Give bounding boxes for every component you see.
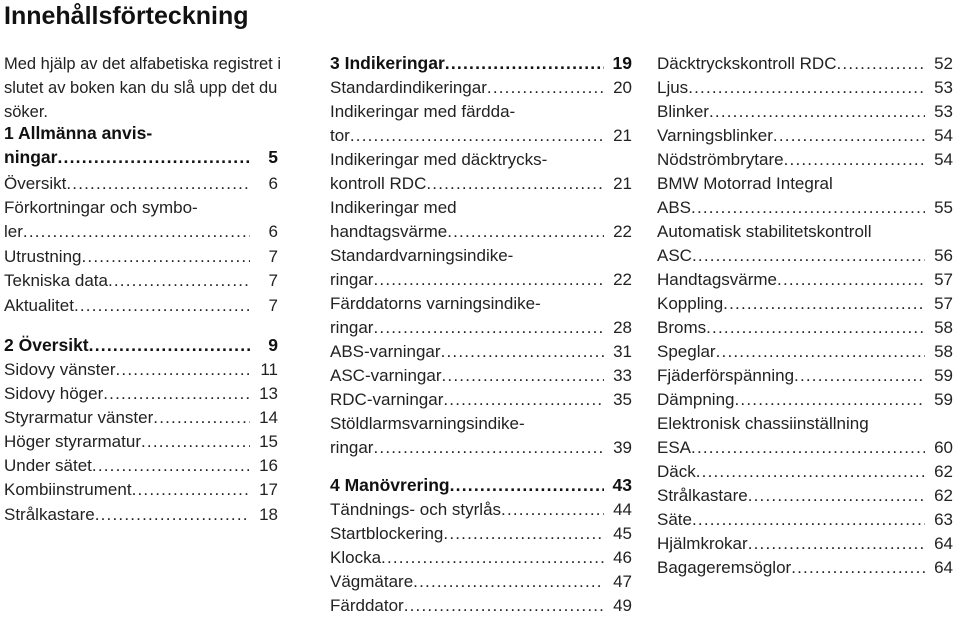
toc-entry[interactable] [330,122,632,146]
toc-chapter-heading[interactable] [4,120,278,144]
toc-entry[interactable] [4,356,278,380]
dot-leader [103,384,250,404]
toc-entry[interactable] [4,218,278,242]
toc-entry-text: Fjäderförspänning [657,366,795,385]
toc-entry[interactable] [657,194,953,218]
toc-entry[interactable] [330,496,632,520]
toc-page-number: 19 [612,53,632,73]
toc-page-number: 64 [934,534,953,553]
dot-leader [696,462,925,482]
dot-leader [709,102,925,122]
toc-entry-text: Färddatorns varningsindike- [330,294,541,313]
dot-leader [784,150,925,170]
toc-entry[interactable] [657,530,953,554]
toc-entry-text: Indikeringar med däcktrycks- [330,150,548,169]
toc-page-number: 18 [259,505,278,524]
toc-entry[interactable] [657,98,953,122]
toc-entry[interactable] [330,362,632,386]
toc-page-number: 14 [259,408,278,427]
dot-leader [23,222,250,242]
toc-entry-text: Däck [657,462,696,481]
toc-entry-text: Vägmätare [330,572,414,591]
toc-entry-text: Aktualitet [4,296,74,315]
toc-page-number: 39 [613,438,632,457]
toc-entry-text: Säte [657,510,692,529]
toc-entry[interactable] [657,506,953,530]
toc-entry-text: Standardvarningsindike- [330,246,514,265]
toc-entry-text: Bagageremsöglor [657,558,792,577]
toc-entry[interactable] [4,380,278,404]
toc-entry[interactable] [330,218,632,242]
dot-leader [74,296,250,316]
dot-leader [404,596,604,616]
toc-entry-text: ABS-varningar [330,342,441,361]
page-title: Innehållsförteckning [4,2,249,30]
toc-entry[interactable] [330,410,632,434]
toc-entry[interactable] [4,476,278,500]
dot-leader [716,342,925,362]
toc-entry-text: ASC [657,246,692,265]
toc-entry-text: BMW Motorrad Integral [657,174,833,193]
toc-entry[interactable] [4,428,278,452]
toc-page-number: 59 [934,390,953,409]
toc-page-number: 62 [934,486,953,505]
toc-page-number: 31 [613,342,632,361]
dot-leader [373,318,604,338]
toc-entry[interactable] [657,146,953,170]
toc-page-number: 60 [934,438,953,457]
toc-entry-text: Strålkastare [657,486,748,505]
dot-leader [441,342,604,362]
toc-page-number: 64 [934,558,953,577]
toc-entry-text: Höger styrarmatur [4,432,141,451]
toc-entry[interactable] [657,338,953,362]
toc-page-number: 28 [613,318,632,337]
toc-entry-text: Elektronisk chassiinställning [657,414,869,433]
toc-entry-text: ningar [4,147,58,167]
toc-entry-text: ringar [330,438,374,457]
dot-leader [132,480,250,500]
toc-page-number: 56 [934,246,953,265]
toc-entry[interactable] [330,434,632,458]
toc-chapter-heading[interactable] [330,472,632,496]
toc-page-number: 20 [613,78,632,97]
toc-entry-text: ESA [657,438,692,457]
toc-entry-text: Ljus [657,78,689,97]
toc-page-number: 55 [934,198,953,217]
toc-entry-text: Nödströmbrytare [657,150,784,169]
dot-leader [691,438,925,458]
toc-entry-text: Sidovy vänster [4,360,116,379]
dot-leader [794,366,925,386]
dot-leader [116,360,251,380]
toc-page-number: 57 [934,294,953,313]
toc-page-number: 46 [613,548,632,567]
dot-leader [443,390,604,410]
toc-entry-text: RDC-varningar [330,390,444,409]
toc-entry[interactable] [657,410,953,434]
toc-page-number: 7 [268,296,278,315]
dot-leader [141,432,250,452]
toc-page-number: 13 [259,384,278,403]
toc-entry[interactable] [4,404,278,428]
toc-entry-text: Indikeringar med [330,198,457,217]
dot-leader [89,335,250,356]
toc-entry[interactable] [657,434,953,458]
toc-entry-text: Stöldlarmsvarningsindike- [330,414,525,433]
toc-entry-text: Varningsblinker [657,126,773,145]
toc-page-number: 57 [934,270,953,289]
toc-entry-text: Handtagsvärme [657,270,778,289]
toc-entry-text: Strålkastare [4,505,95,524]
toc-entry-text: Sidovy höger [4,384,104,403]
toc-entry[interactable] [330,194,632,218]
toc-page-number: 16 [259,456,278,475]
toc-entry[interactable] [657,458,953,482]
toc-entry-text: 4 Manövrering [330,475,450,495]
toc-entry[interactable] [330,170,632,194]
toc-entry-text: Styrarmatur vänster [4,408,154,427]
toc-entry[interactable] [330,568,632,592]
toc-entry[interactable] [330,314,632,338]
toc-entry[interactable] [4,292,278,316]
dot-leader [706,318,925,338]
dot-leader [373,438,604,458]
dot-leader [66,174,250,194]
toc-entry[interactable] [4,452,278,476]
toc-entry[interactable] [657,74,953,98]
toc-entry-text: Utrustning [4,247,82,266]
dot-leader [442,366,605,386]
toc-page-number: 58 [934,342,953,361]
toc-entry[interactable] [657,242,953,266]
toc-entry-text: Tekniska data [4,271,108,290]
toc-page-number: 7 [268,247,278,266]
toc-page-number: 53 [934,102,953,121]
toc-entry[interactable] [657,50,953,74]
toc-page-number: 11 [260,360,278,379]
toc-entry[interactable] [657,482,953,506]
dot-leader [748,534,925,554]
dot-leader [735,390,926,410]
dot-leader [748,486,925,506]
toc-page-number: 53 [934,78,953,97]
toc-entry-text: handtagsvärme [330,222,448,241]
dot-leader [691,198,925,218]
dot-leader [692,246,925,266]
toc-entry-text: Dämpning [657,390,735,409]
toc-entry-text: Kombiinstrument [4,480,132,499]
toc-entry-text: Koppling [657,294,724,313]
toc-page-number: 9 [268,335,278,355]
toc-entry[interactable] [657,554,953,578]
toc-entry[interactable] [330,338,632,362]
dot-leader [381,548,604,568]
toc-entry[interactable] [657,314,953,338]
toc-entry-text: Blinker [657,102,709,121]
toc-page-number: 47 [613,572,632,591]
dot-leader [836,54,925,74]
toc-entry[interactable] [330,74,632,98]
toc-entry-text: ringar [330,318,374,337]
dot-leader [688,78,925,98]
toc-entry[interactable] [4,194,278,218]
toc-entry-text: Tändnings- och styrlås [330,500,502,519]
toc-page-number: 54 [934,150,953,169]
toc-page-number: 21 [613,174,632,193]
toc-page-number: 59 [934,366,953,385]
dot-leader [501,500,604,520]
dot-leader [57,147,250,168]
toc-chapter-heading[interactable] [330,50,632,74]
toc-page-number: 54 [934,126,953,145]
dot-leader [413,572,604,592]
toc-entry-text: Broms [657,318,707,337]
toc-entry-text: Standardindikeringar [330,78,487,97]
toc-page-number: 52 [934,54,953,73]
toc-entry[interactable] [330,592,632,616]
toc-entry[interactable] [4,267,278,291]
toc-entry[interactable] [330,146,632,170]
dot-leader [450,475,604,496]
dot-leader [445,53,604,74]
dot-leader [443,524,604,544]
dot-leader [777,270,925,290]
toc-entry-text: Färddator [330,596,404,615]
toc-entry-text: Däcktryckskontroll RDC [657,54,837,73]
toc-entry-text: Översikt [4,174,67,193]
toc-page-number: 6 [268,174,278,193]
toc-entry-text: Hjälmkrokar [657,534,748,553]
toc-entry-text: Automatisk stabilitetskontroll [657,222,872,241]
dot-leader [791,558,925,578]
toc-entry-text: 1 Allmänna anvis- [4,123,153,143]
dot-leader [723,294,925,314]
toc-page-number: 33 [613,366,632,385]
dot-leader [81,247,250,267]
toc-page-number: 63 [934,510,953,529]
toc-entry[interactable] [657,290,953,314]
dot-leader [692,510,925,530]
toc-entry-text: Startblockering [330,524,444,543]
toc-page-number: 15 [259,432,278,451]
toc-entry[interactable] [657,362,953,386]
toc-page-number: 62 [934,462,953,481]
toc-page-number: 49 [613,596,632,615]
toc-chapter-heading[interactable] [4,332,278,356]
toc-chapter-heading[interactable] [4,144,278,168]
toc-entry[interactable] [330,386,632,410]
toc-entry[interactable] [4,170,278,194]
toc-entry[interactable] [657,122,953,146]
toc-page-number: 44 [613,500,632,519]
dot-leader [95,505,250,525]
toc-entry-text: ringar [330,270,374,289]
dot-leader [426,174,604,194]
toc-entry-text: ASC-varningar [330,366,442,385]
toc-page-number: 7 [268,271,278,290]
toc-page-number: 17 [259,480,278,499]
dot-leader [447,222,604,242]
toc-page-number: 58 [934,318,953,337]
toc-page-number: 21 [613,126,632,145]
toc-entry[interactable] [330,242,632,266]
toc-entry[interactable] [330,544,632,568]
toc-entry-text: Under sätet [4,456,92,475]
toc-page-number: 6 [268,222,278,241]
dot-leader [350,126,604,146]
toc-entry[interactable] [330,266,632,290]
toc-entry-text: 3 Indikeringar [330,53,445,73]
dot-leader [92,456,250,476]
toc-entry-text: Förkortningar och symbo- [4,198,198,217]
toc-page-number: 35 [613,390,632,409]
dot-leader [153,408,250,428]
toc-entry[interactable] [330,290,632,314]
toc-entry-text: Indikeringar med färdda- [330,102,516,121]
toc-entry[interactable] [4,243,278,267]
toc-entry[interactable] [657,170,953,194]
toc-entry[interactable] [330,520,632,544]
toc-entry[interactable] [657,218,953,242]
toc-entry-text: ABS [657,198,692,217]
toc-page-number: 22 [613,270,632,289]
toc-entry-text: Speglar [657,342,716,361]
dot-leader [373,270,604,290]
dot-leader [108,271,250,291]
dot-leader [487,78,604,98]
toc-entry[interactable] [657,266,953,290]
toc-entry-text: tor [330,126,350,145]
toc-entry-text: Klocka [330,548,382,567]
toc-page-number: 45 [613,524,632,543]
toc-entry[interactable] [330,98,632,122]
toc-entry[interactable] [657,386,953,410]
toc-entry-text: kontroll RDC [330,174,427,193]
dot-leader [773,126,925,146]
toc-entry-text: ler [4,222,23,241]
intro-paragraph: Med hjälp av det alfabetiska registret i slutet av boken kan du slå upp det du söker. [4,55,281,121]
toc-entry-text: 2 Översikt [4,335,89,355]
toc-entry[interactable] [4,501,278,525]
toc-page-number: 22 [613,222,632,241]
toc-page-number: 5 [268,147,278,167]
toc-page-number: 43 [612,475,632,495]
